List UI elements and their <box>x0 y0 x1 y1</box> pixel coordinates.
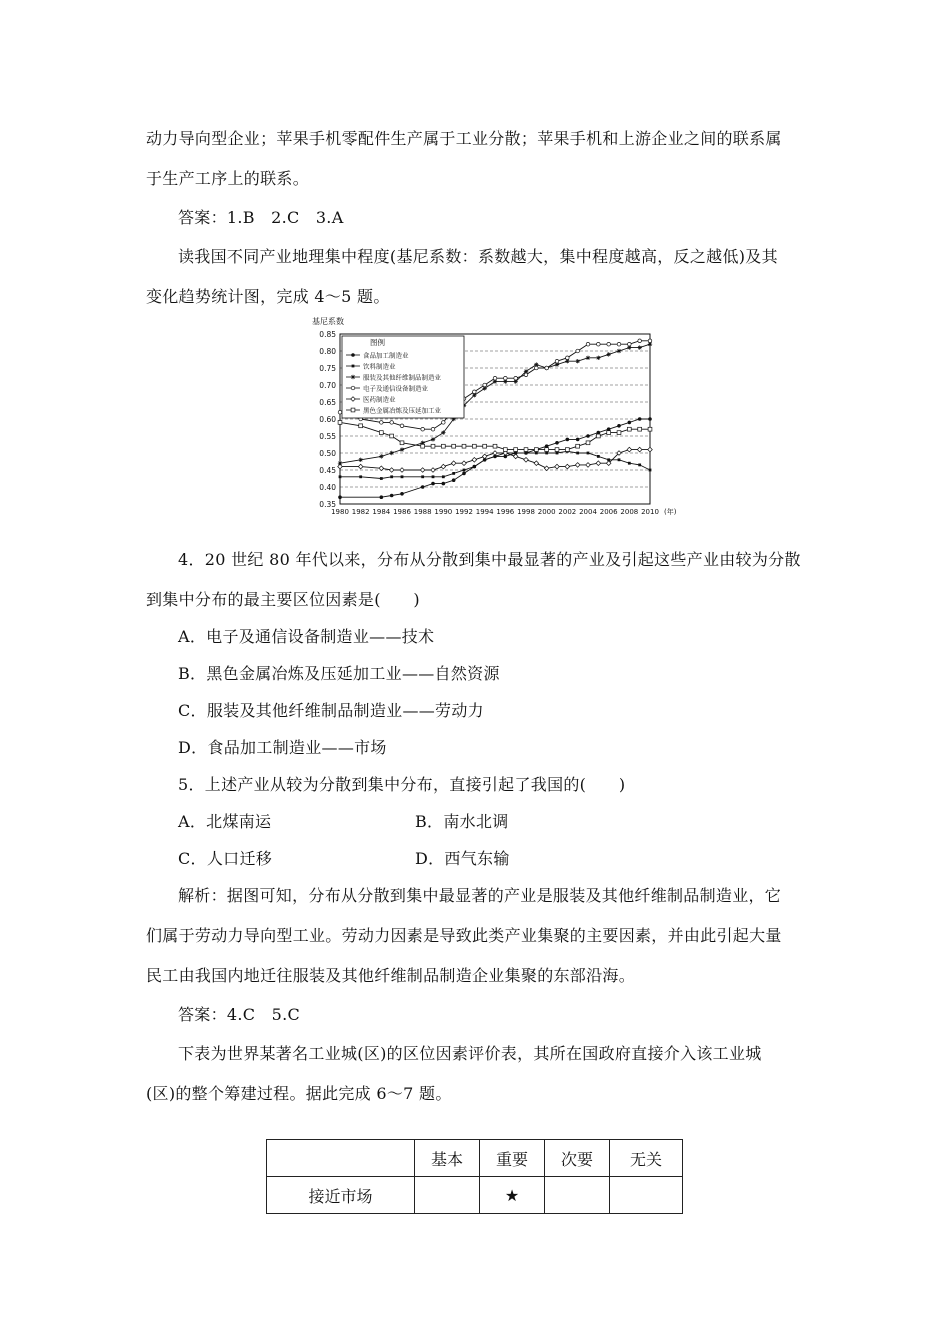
data-point <box>482 454 487 459</box>
data-point <box>514 376 518 380</box>
data-point <box>452 444 456 448</box>
data-point <box>390 421 394 425</box>
data-point <box>565 448 569 452</box>
data-point <box>576 438 580 442</box>
x-tick-label: 1998 <box>517 508 535 516</box>
data-point <box>442 482 446 486</box>
data-point <box>442 475 445 478</box>
data-point <box>617 349 621 353</box>
data-point <box>555 448 559 452</box>
data-point <box>627 447 632 452</box>
data-point <box>566 438 570 442</box>
data-point <box>597 342 601 346</box>
question-5-stem: 5．上述产业从较为分散到集中分布，直接引起了我国的( ) <box>178 775 626 794</box>
data-point <box>617 424 621 428</box>
legend-label: 食品加工制造业 <box>363 351 409 360</box>
data-point <box>637 345 641 349</box>
legend-label: 电子及通信设备制造业 <box>363 384 428 393</box>
x-tick-label: 1984 <box>372 508 391 516</box>
analysis-line-1: 解析：据图可知，分布从分散到集中最显著的产业是服装及其他纤维制品制造业，它 <box>178 886 782 905</box>
data-point <box>380 477 383 480</box>
data-point <box>576 349 580 353</box>
data-point <box>452 478 456 482</box>
gini-chart <box>300 312 675 520</box>
data-point <box>358 464 363 469</box>
data-point <box>586 342 590 346</box>
y-tick-label: 0.65 <box>319 398 336 407</box>
analysis-line-3: 民工由我国内地迁往服装及其他纤维制品制造企业集聚的东部沿海。 <box>146 966 636 985</box>
data-point <box>390 494 394 498</box>
x-tick-label: 1986 <box>393 508 411 516</box>
x-tick-label: 2002 <box>558 508 577 516</box>
data-point <box>555 464 560 469</box>
legend-label: 饮料制造业 <box>363 362 396 371</box>
data-point <box>649 469 652 472</box>
legend-label: 医药制造业 <box>363 395 396 404</box>
data-point <box>379 454 383 458</box>
data-point <box>525 452 528 455</box>
header-cell-secondary: 次要 <box>545 1140 610 1177</box>
data-point <box>638 339 642 343</box>
data-point <box>535 452 538 455</box>
data-point <box>638 427 642 431</box>
data-point <box>441 430 445 434</box>
data-point <box>503 448 507 452</box>
data-point <box>389 451 393 455</box>
question-5-option-a: A．北煤南运 <box>178 812 272 831</box>
location-factor-table <box>266 1139 683 1214</box>
header-cell-important: 重要 <box>480 1140 545 1177</box>
intro-4-5-line-1: 读我国不同产业地理集中程度(基尼系数：系数越大，集中程度越高，反之越低)及其 <box>178 247 778 266</box>
data-point <box>400 424 404 428</box>
data-point <box>493 376 497 380</box>
data-point <box>586 356 590 360</box>
data-point <box>628 421 632 425</box>
data-point <box>390 434 394 438</box>
y-axis-label: 基尼系数 <box>312 317 344 326</box>
data-point <box>431 437 435 441</box>
x-tick-label: 1988 <box>413 508 432 516</box>
data-point <box>338 410 342 414</box>
data-point <box>535 366 539 370</box>
question-4-option-a: A．电子及通信设备制造业——技术 <box>178 627 435 646</box>
data-point <box>462 461 467 466</box>
y-tick-label: 0.45 <box>319 466 336 475</box>
data-point <box>648 339 652 343</box>
data-point <box>638 464 641 467</box>
data-point <box>596 434 600 438</box>
data-point <box>586 441 590 445</box>
question-5-option-b: B．南水北调 <box>415 812 509 831</box>
data-point <box>627 427 631 431</box>
x-tick-label: 1992 <box>455 508 473 516</box>
data-point <box>432 475 435 478</box>
data-point <box>358 458 362 462</box>
y-tick-label: 0.35 <box>319 500 336 509</box>
data-point <box>473 465 476 468</box>
data-point <box>576 452 579 455</box>
x-tick-label: 2010 <box>641 508 659 516</box>
answer-1-3: 答案：1.B 2.C 3.A <box>178 208 344 227</box>
legend-label: 服装及其他纤维制品制造业 <box>363 373 441 382</box>
x-tick-label: 2006 <box>599 508 618 516</box>
intro-6-7-line-2: (区)的整个筹建过程。据此完成 6～7 题。 <box>146 1084 452 1103</box>
row-cell-secondary <box>545 1177 610 1214</box>
data-point <box>421 485 425 489</box>
row-factor-label: 接近市场 <box>267 1177 415 1214</box>
data-point <box>555 359 559 363</box>
table-row <box>267 1177 683 1214</box>
data-point <box>596 461 601 466</box>
series-4 <box>338 447 653 472</box>
data-point <box>545 448 549 452</box>
answer-4-5: 答案：4.C 5.C <box>178 1005 301 1024</box>
data-point <box>483 444 487 448</box>
text-line-2: 于生产工序上的联系。 <box>146 169 310 188</box>
data-point <box>648 417 652 421</box>
y-tick-label: 0.85 <box>319 330 336 339</box>
data-point <box>628 462 631 465</box>
data-point <box>606 352 610 356</box>
data-point <box>607 431 611 435</box>
data-point <box>421 427 425 431</box>
data-point <box>513 454 518 459</box>
row-cell-irrelevant <box>610 1177 683 1214</box>
data-point <box>339 475 342 478</box>
data-point <box>351 375 355 379</box>
data-point <box>400 447 404 451</box>
data-point <box>420 468 425 473</box>
y-tick-label: 0.75 <box>319 364 336 373</box>
data-point <box>431 444 435 448</box>
data-point <box>628 342 632 346</box>
data-point <box>545 366 549 370</box>
data-point <box>648 427 652 431</box>
data-point <box>451 461 456 466</box>
data-point <box>472 444 476 448</box>
legend-title: 图例 <box>370 338 385 347</box>
data-point <box>566 356 570 360</box>
y-tick-label: 0.60 <box>319 415 336 424</box>
data-point <box>473 390 477 394</box>
row-cell-basic <box>415 1177 480 1214</box>
data-point <box>400 492 404 496</box>
data-point <box>617 342 621 346</box>
y-tick-label: 0.40 <box>319 483 336 492</box>
data-point <box>648 447 653 452</box>
data-point <box>524 373 528 377</box>
row-cell-important: ★ <box>480 1177 545 1214</box>
data-point <box>462 444 466 448</box>
data-point <box>441 444 445 448</box>
data-point <box>534 448 538 452</box>
data-point <box>359 424 363 428</box>
data-point <box>586 463 591 468</box>
data-point <box>462 472 466 476</box>
data-point <box>504 376 508 380</box>
question-4-option-b: B．黑色金属冶炼及压延加工业——自然资源 <box>178 664 500 683</box>
data-point <box>401 475 404 478</box>
x-tick-label: 1996 <box>496 508 515 516</box>
data-point <box>618 458 621 461</box>
data-point <box>338 464 343 469</box>
question-4-stem-line-1: 4．20 世纪 80 年代以来，分布从分散到集中最显著的产业及引起这些产业由较为分散 <box>178 550 801 569</box>
data-point <box>555 441 559 445</box>
data-point <box>431 482 435 486</box>
analysis-line-2: 们属于劳动力导向型工业。劳动力因素是导致此类产业集聚的主要因素，并由此引起大量 <box>146 926 782 945</box>
data-point <box>380 421 384 425</box>
data-point <box>351 353 355 357</box>
x-tick-label: 2008 <box>620 508 639 516</box>
y-tick-label: 0.55 <box>319 432 336 441</box>
data-point <box>380 495 384 499</box>
data-point <box>390 475 393 478</box>
data-point <box>379 431 383 435</box>
data-point <box>338 495 342 499</box>
data-point <box>493 451 498 456</box>
data-point <box>607 342 611 346</box>
question-5-option-c: C．人口迁移 <box>178 849 273 868</box>
data-point <box>452 472 455 475</box>
data-point <box>556 452 559 455</box>
data-point <box>534 461 539 466</box>
x-tick-label: 1994 <box>475 508 494 516</box>
question-4-stem-line-2: 到集中分布的最主要区位因素是( ) <box>146 590 420 609</box>
data-point <box>359 475 362 478</box>
data-point <box>431 427 435 431</box>
data-point <box>431 468 436 473</box>
data-point <box>524 448 528 452</box>
header-cell-irrelevant: 无关 <box>610 1140 683 1177</box>
data-point <box>638 417 642 421</box>
question-4-option-c: C．服装及其他纤维制品制造业——劳动力 <box>178 701 484 720</box>
data-point <box>352 365 355 368</box>
x-tick-label: 1980 <box>331 508 349 516</box>
data-point <box>400 441 404 445</box>
x-tick-label: 2000 <box>537 508 556 516</box>
gini-chart-svg <box>300 312 675 520</box>
y-tick-label: 0.80 <box>319 347 336 356</box>
text-line-1: 动力导向型企业；苹果手机零配件生产属于工业分散；苹果手机和上游企业之间的联系属 <box>146 129 782 148</box>
data-point <box>575 359 579 363</box>
data-point <box>442 421 446 425</box>
data-point <box>514 448 518 452</box>
data-point <box>637 447 642 452</box>
data-point <box>483 383 487 387</box>
data-point <box>472 458 477 463</box>
data-point <box>545 452 548 455</box>
x-tick-label: 1990 <box>434 508 453 516</box>
table-header-row <box>267 1140 683 1177</box>
data-point <box>338 421 342 425</box>
x-axis-label: (年) <box>664 508 677 516</box>
data-point <box>493 444 497 448</box>
data-point <box>617 431 621 435</box>
y-tick-label: 0.70 <box>319 381 336 390</box>
intro-4-5-line-2: 变化趋势统计图，完成 4～5 题。 <box>146 287 390 306</box>
data-point <box>421 444 425 448</box>
data-point <box>351 408 355 412</box>
data-point <box>524 458 529 463</box>
data-point <box>351 386 355 390</box>
header-cell-blank <box>267 1140 415 1177</box>
question-5-option-d: D．西气东输 <box>415 849 510 868</box>
data-point <box>597 455 600 458</box>
data-point <box>575 463 580 468</box>
data-point <box>596 356 600 360</box>
data-point <box>441 464 446 469</box>
data-point <box>463 469 466 472</box>
data-point <box>565 464 570 469</box>
data-point <box>389 468 394 473</box>
y-tick-label: 0.50 <box>319 449 336 458</box>
question-4-option-d: D．食品加工制造业——市场 <box>178 738 387 757</box>
data-point <box>421 475 424 478</box>
intro-6-7-line-1: 下表为世界某著名工业城(区)的区位因素评价表，其所在国政府直接介入该工业城 <box>178 1044 762 1063</box>
data-point <box>586 434 590 438</box>
data-point <box>400 468 405 473</box>
data-point <box>576 444 580 448</box>
x-tick-label: 2004 <box>579 508 597 516</box>
x-tick-label: 1982 <box>351 508 370 516</box>
legend-label: 黑色金属冶炼及压延加工业 <box>363 406 441 415</box>
header-cell-basic: 基本 <box>415 1140 480 1177</box>
data-point <box>587 452 590 455</box>
